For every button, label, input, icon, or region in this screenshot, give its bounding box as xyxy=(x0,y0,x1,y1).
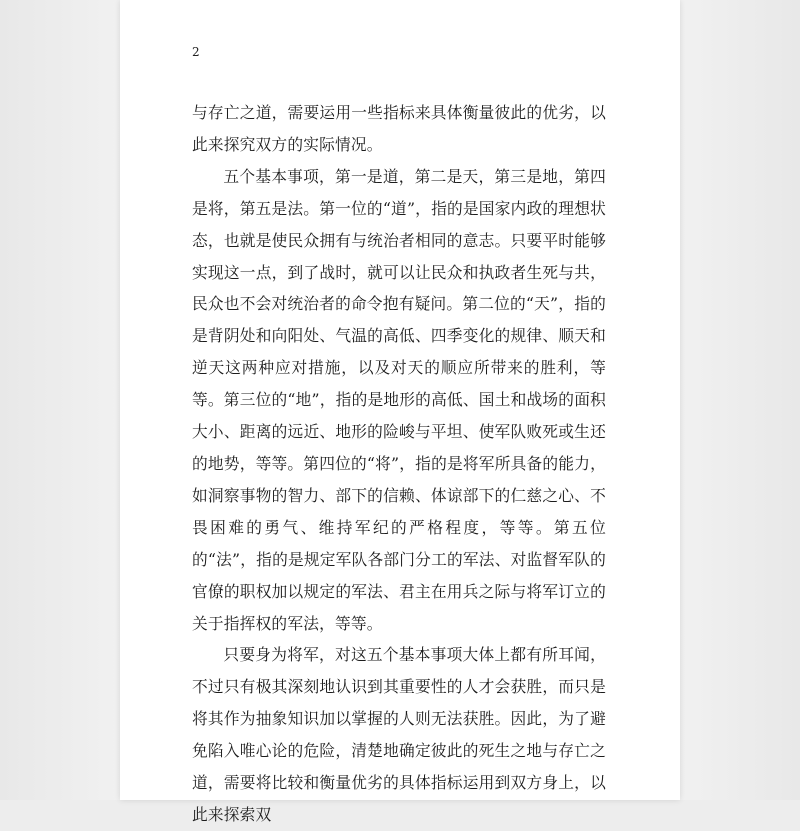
paragraph-1: 与存亡之道，需要运用一些指标来具体衡量彼此的优劣，以此来探究双方的实际情况。 xyxy=(192,103,606,154)
background-right xyxy=(680,0,800,800)
page-number: 2 xyxy=(192,45,200,59)
paragraph-2: 五个基本事项，第一是道，第二是天，第三是地，第四是将，第五是法。第一位的“道”，指的是国家内政的理想状态，也就是使民众拥有与统治者相同的意志。只要平时能够实现这一点，到了战时，就可以让民众和执政者生死与共，民众也不会对统治者的命令抱有疑问。第二位的“天”，指的是背阴处和向阳处、气温的高低、四季变化的规律、顺天和逆天这两种应对措施，以及对天的顺应所带来的胜利，等等。第三位的“地”，指的是地形的高低、国土和战场的面积大小、距离的远近、地形的险峻与平坦、使军队败死或生还的地势，等等。第四位的“将”，指的是将军所具备的能力，如洞察事物的智力、部下的信赖、体谅部下的仁慈之心、不畏困难的勇气、维持军纪的严格程度，等等。第五位的“法”，指的是规定军队各部门分工的军法、对监督军队的官僚的职权加以规定的军法、君主在用兵之际与将军订立的关于指挥权的军法，等等。 xyxy=(192,166,606,633)
body-text xyxy=(192,97,606,831)
book-page xyxy=(120,0,680,824)
paragraph-3: 只要身为将军，对这五个基本事项大体上都有所耳闻，不过只有极其深刻地认识到其重要性的人才会获胜，而只是将其作为抽象知识加以掌握的人则无法获胜。因此，为了避免陷入唯心论的危险，清楚地确定彼此的死生之地与存亡之道，需要将比较和衡量优劣的具体指标运用到双方身上，以此来探索双 xyxy=(192,645,606,824)
background-left xyxy=(0,0,120,800)
